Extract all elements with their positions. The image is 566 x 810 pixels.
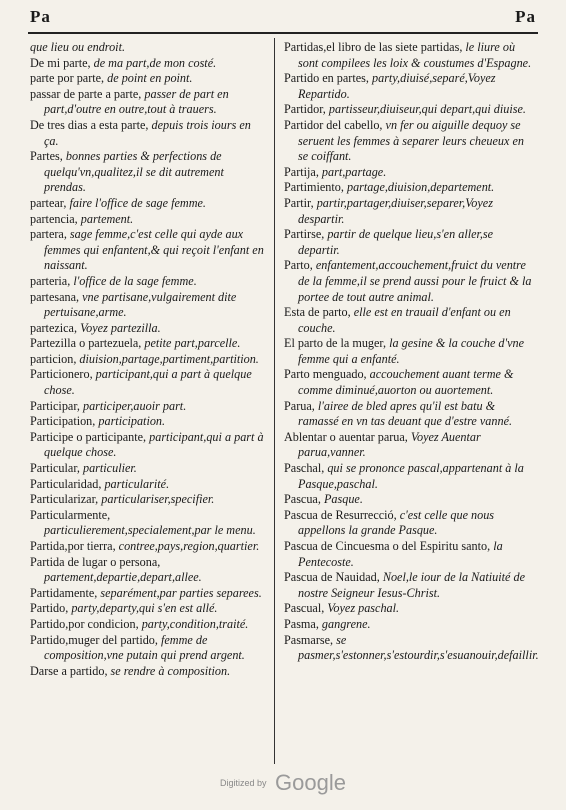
entry-definition: particulier. [82, 461, 137, 476]
dictionary-entry [30, 71, 266, 87]
dictionary-entry [284, 196, 536, 227]
dictionary-entry [284, 570, 536, 601]
dictionary-entry [30, 601, 266, 617]
dictionary-entry [30, 212, 266, 228]
dictionary-entry [30, 586, 266, 602]
right-column [284, 40, 539, 664]
dictionary-entry [30, 414, 266, 430]
entry-definition: Pasque. [323, 492, 363, 507]
header-left: Pa [30, 7, 51, 26]
entry-term: Partimiento, [284, 180, 344, 195]
entry-definition: participant,qui a part à quelque chose. [44, 429, 264, 460]
dictionary-entry [30, 87, 266, 118]
entry-term: Partezilla o partezuela, [30, 336, 142, 351]
entry-definition: de point en point. [107, 71, 193, 86]
header-rule [28, 32, 538, 34]
dictionary-entry [284, 399, 536, 430]
entry-term: Partes, [30, 149, 63, 164]
digitized-watermark [0, 770, 566, 796]
entry-term: Particularizar, [30, 492, 99, 507]
dictionary-entry [284, 461, 536, 492]
column-divider [274, 38, 275, 764]
entry-term: partencia, [30, 211, 78, 226]
header-right: Pa [515, 7, 536, 26]
entry-definition: partir de quelque lieu,s'en aller,se departir. [298, 227, 494, 257]
entry-term: Partidor del cabello, [284, 117, 383, 132]
entry-definition: particulariser,specifier. [101, 492, 215, 507]
dictionary-entry [284, 40, 536, 71]
entry-term: parte por parte, [30, 71, 105, 86]
dictionary-entry [30, 227, 266, 274]
entry-definition: party,diuisé,separé,Voyez Repartido. [298, 71, 496, 101]
running-header [30, 6, 536, 28]
watermark-prefix: Digitized by [220, 778, 267, 788]
entry-term: partear, [30, 195, 67, 210]
entry-definition: partement. [80, 211, 134, 226]
entry-definition: Voyez paschal. [327, 601, 400, 616]
dictionary-entry [30, 633, 266, 664]
entry-term: Partidas,el libro de las siete partidas, [284, 40, 463, 54]
entry-definition: de ma part,de mon costé. [93, 55, 217, 70]
dictionary-entry [30, 461, 266, 477]
entry-term: Partidamente, [30, 585, 98, 600]
dictionary-entry [30, 274, 266, 290]
entry-definition: Noel,le iour de la Natiuité de nostre Seigneur Iesus-Christ. [298, 570, 525, 600]
entry-definition: sage femme,c'est celle qui ayde aux femmes qui enfantent,& qui reçoit l'enfant en naissant. [44, 227, 264, 273]
dictionary-entry [284, 539, 536, 570]
entry-term: Partir, [284, 195, 314, 210]
dictionary-entry [30, 367, 266, 398]
entry-term: Pascua, [284, 492, 321, 507]
entry-definition: elle est en trauail d'enfant ou en couche. [298, 305, 511, 335]
entry-definition: partage,diuision,departement. [346, 180, 495, 195]
entry-term: Pasma, [284, 616, 319, 631]
entry-term: Partija, [284, 164, 319, 179]
dictionary-entry [30, 430, 266, 461]
entry-term: Partido en partes, [284, 71, 369, 86]
entry-term: Esta de parto, [284, 305, 351, 320]
entry-definition: la gesine & la couche d'vne femme qui a enfanté. [298, 336, 525, 366]
dictionary-entry [284, 180, 536, 196]
dictionary-entry [30, 539, 266, 555]
entry-term: partesana, [30, 289, 80, 304]
entry-term: passar de parte a parte, [30, 86, 142, 101]
dictionary-entry [30, 399, 266, 415]
dictionary-entry [30, 321, 266, 337]
dictionary-entry [284, 508, 536, 539]
entry-term: Partidor, [284, 102, 326, 117]
entry-definition: femme de composition,vne putain qui prend argent. [44, 632, 245, 663]
dictionary-entry [284, 492, 536, 508]
entry-definition: faire l'office de sage femme. [69, 195, 206, 210]
entry-definition: party,departy,qui s'en est allé. [71, 601, 218, 616]
entry-definition: c'est celle que nous appellons la grande Pasque. [298, 507, 495, 538]
entry-term: Pascua de Cincuesma o del Espiritu santo, [284, 539, 491, 553]
dictionary-entry [30, 664, 266, 680]
entry-definition: enfantement,accouchement,fruict du ventre de la femme,il se prend aussi pour le fruict & la portee de tout autre animal. [298, 258, 532, 304]
dictionary-entry [284, 617, 536, 633]
dictionary-entry [30, 149, 266, 196]
dictionary-entry [30, 352, 266, 368]
left-column [30, 40, 266, 679]
entry-definition: partement,departie,depart,allee. [44, 570, 202, 585]
entry-definition: participant,qui a part à quelque chose. [44, 367, 252, 398]
entry-definition: partisseur,diuiseur,qui depart,qui diuise. [328, 102, 526, 117]
entry-term: partera, [30, 227, 67, 242]
entry-definition: passer de part en part,d'outre en outre,tout à trauers. [44, 86, 229, 117]
entry-definition: separément,par parties separees. [100, 585, 262, 600]
dictionary-entry [284, 305, 536, 336]
entry-term: De tres dias a esta parte, [30, 117, 149, 132]
dictionary-entry [30, 492, 266, 508]
entry-definition: l'office de la sage femme. [73, 273, 197, 288]
entry-term: Partido,por condicion, [30, 616, 139, 631]
dictionary-entry [284, 102, 536, 118]
dictionary-entry [284, 118, 536, 165]
entry-definition: se pasmer,s'estonner,s'estourdir,s'esuanouir,defaillir. [298, 632, 539, 663]
entry-term: Participe o participante, [30, 429, 147, 444]
entry-term: Parto menguado, [284, 367, 367, 382]
entry-term: Particularmente, [30, 507, 111, 522]
entry-term: Partido,muger del partido, [30, 632, 158, 647]
dictionary-entry [30, 555, 266, 586]
entry-term: Pascua de Nauidad, [284, 570, 380, 585]
entry-definition: particularité. [104, 476, 170, 491]
entry-term: El parto de la muger, [284, 336, 387, 351]
entry-definition: Voyez Auentar parua,vanner. [298, 429, 481, 460]
dictionary-entry [30, 617, 266, 633]
entry-term: Participar, [30, 398, 80, 413]
entry-definition: contree,pays,region,quartier. [118, 539, 260, 553]
dictionary-entry [30, 40, 266, 56]
entry-term: Darse a partido, [30, 663, 108, 678]
entry-definition: se rendre à composition. [110, 663, 231, 678]
entry-definition: l'airee de bled apres qu'il est batu & ramassé en vn tas deuant que d'estre vanné. [298, 398, 513, 429]
entry-term: Parto, [284, 258, 313, 273]
entry-definition: vne partisane,vulgairement dite pertuisane,arme. [44, 289, 237, 320]
dictionary-entry [284, 367, 536, 398]
dictionary-entry [284, 601, 536, 617]
entry-definition: partir,partager,diuiser,separer,Voyez despartir. [298, 195, 493, 226]
dictionary-entry [284, 71, 536, 102]
entry-definition: la Pentecoste. [298, 539, 503, 569]
entry-term: Parua, [284, 398, 315, 413]
dictionary-entry [284, 336, 536, 367]
entry-definition: accouchement auant terme & comme diminué,auorton ou auortement. [298, 367, 514, 398]
entry-term: Partida de lugar o persona, [30, 554, 161, 569]
entry-definition: part,partage. [321, 164, 387, 179]
entry-term: Partida,por tierra, [30, 539, 116, 553]
entry-definition: que lieu ou endroit. [30, 40, 126, 54]
entry-definition: gangrene. [321, 616, 371, 631]
dictionary-entry [284, 165, 536, 181]
dictionary-entry [30, 336, 266, 352]
entry-term: Particular, [30, 461, 80, 476]
dictionary-entry [30, 118, 266, 149]
entry-term: Paschal, [284, 461, 325, 476]
entry-definition: Voyez partezilla. [80, 320, 161, 335]
watermark-brand: Google [275, 770, 346, 795]
entry-definition: le liure où sont compilees les loix & coustumes d'Espagne. [298, 40, 532, 70]
dictionary-entry [30, 508, 266, 539]
dictionary-entry [30, 56, 266, 72]
entry-definition: party,condition,traité. [141, 616, 249, 631]
entry-term: particion, [30, 351, 77, 366]
entry-definition: petite part,parcelle. [144, 336, 241, 351]
entry-term: partezica, [30, 320, 78, 335]
dictionary-entry [30, 477, 266, 493]
entry-term: De mi parte, [30, 55, 91, 70]
entry-definition: participation. [98, 414, 166, 429]
dictionary-entry [284, 227, 536, 258]
entry-term: Participation, [30, 414, 96, 429]
entry-term: Pasmarse, [284, 632, 334, 647]
dictionary-entry [284, 258, 536, 305]
entry-definition: diuision,partage,partiment,partition. [79, 351, 259, 366]
entry-definition: particulierement,specialement,par le menu. [44, 523, 256, 538]
entry-term: Ablentar o auentar parua, [284, 429, 408, 444]
entry-term: Pascual, [284, 601, 325, 616]
entry-term: Partirse, [284, 227, 325, 242]
entry-definition: qui se prononce pascal,appartenant à la Pasque,paschal. [298, 461, 524, 491]
entry-term: Pascua de Resurrecció, [284, 507, 397, 522]
entry-term: Partido, [30, 601, 69, 616]
entry-term: parteria, [30, 273, 71, 288]
dictionary-entry [30, 290, 266, 321]
entry-term: Particionero, [30, 367, 93, 382]
entry-definition: bonnes parties & perfections de quelqu'vn,qualitez,il se dit autrement prendas. [44, 149, 224, 195]
entry-definition: depuis trois iours en ça. [44, 117, 251, 148]
dictionary-entry [284, 632, 539, 664]
dictionary-entry [30, 196, 266, 212]
entry-definition: vn fer ou aiguille dequoy se seruent les femmes à separer leurs cheueux en se coiffant. [298, 117, 524, 164]
entry-definition: participer,auoir part. [82, 398, 187, 413]
entry-term: Particularidad, [30, 476, 102, 491]
dictionary-entry [284, 430, 536, 461]
